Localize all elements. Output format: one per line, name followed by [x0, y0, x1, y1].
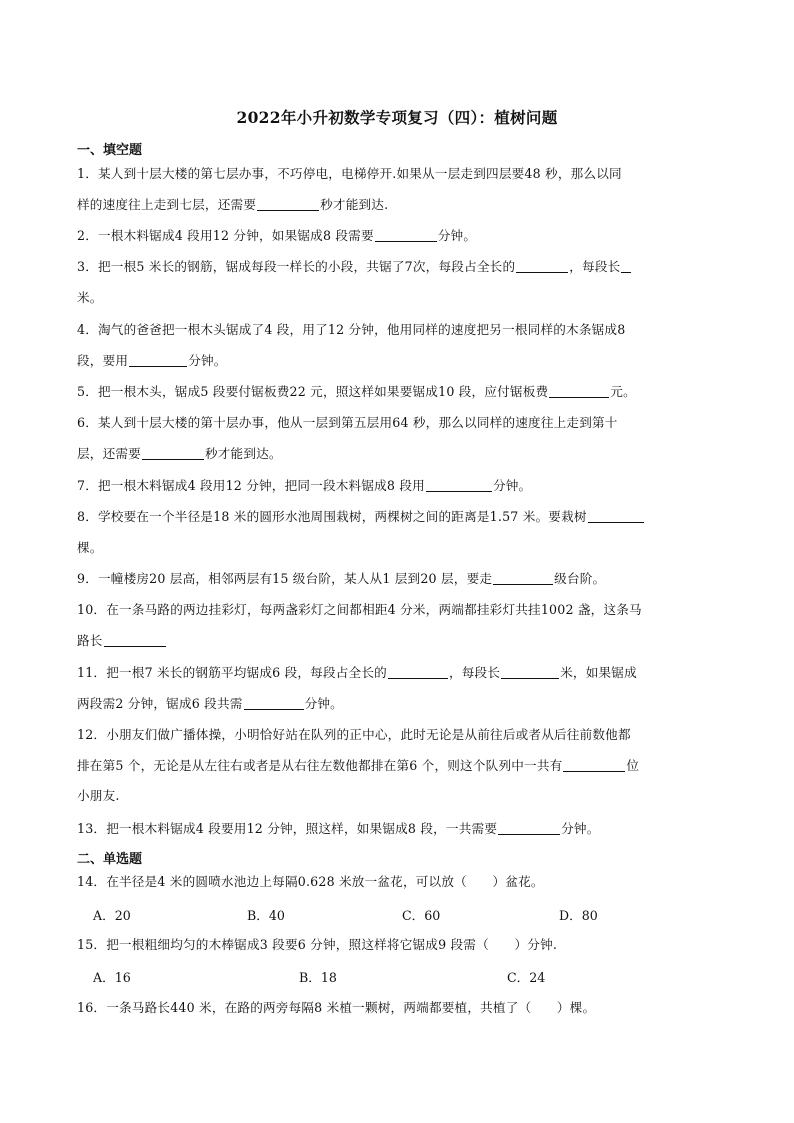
- question-4-line1: 4．淘气的爸爸把一根木头锯成了4 段，用了12 分钟，他用同样的速度把另一根同样的木条锯成8: [77, 322, 626, 337]
- question-15: [77, 930, 717, 961]
- question-8-text: 8．学校要在一个半径是18 米的圆形水池周围栽树，两棵树之间的距离是1.57 米。要栽树: [77, 509, 587, 524]
- question-11-text: 分钟。: [304, 695, 343, 711]
- answer-blank[interactable]: [426, 477, 492, 492]
- question-15-options: [93, 967, 713, 987]
- question-12: [77, 720, 717, 812]
- question-11-text: 米，如果锯成: [560, 665, 637, 680]
- page-title: 2022年小升初数学专项复习（四）：植树问题: [236, 108, 558, 127]
- question-6-text: 秒才能到达。: [204, 445, 282, 461]
- question-9-text: 9．一幢楼房20 层高，相邻两层有15 级台阶，某人从1 层到20 层，要走: [77, 571, 493, 586]
- question-14: [77, 867, 717, 898]
- question-7-text: 7．把一根木料锯成4 段用12 分钟，把同一段木料锯成8 段用: [77, 478, 425, 493]
- question-13-text: 分钟。: [561, 821, 600, 836]
- question-12-line1: 12．小朋友们做广播体操，小明恰好站在队列的正中心，此时无论是从前往后或者从后往前数他都: [77, 727, 631, 742]
- question-9-text: 级台阶。: [554, 571, 606, 586]
- question-5-text: 元。: [610, 384, 636, 399]
- answer-blank[interactable]: [621, 258, 631, 273]
- question-14-options: [93, 905, 713, 925]
- option-a[interactable]: A．16: [93, 970, 131, 985]
- question-5: [77, 377, 717, 408]
- answer-blank[interactable]: [516, 258, 568, 273]
- question-9: [77, 564, 717, 595]
- question-8-text: 棵。: [77, 539, 103, 555]
- question-2-text: 分钟。: [437, 228, 477, 243]
- question-10: [77, 595, 717, 656]
- question-8: [77, 502, 717, 563]
- answer-blank[interactable]: [375, 227, 437, 242]
- option-c[interactable]: C．24: [507, 970, 546, 985]
- question-13-text: 13．把一根木料锯成4 段要用12 分钟，照这样，如果锯成8 段，一共需要: [77, 821, 498, 836]
- question-3-text: ，每段长: [569, 259, 621, 274]
- question-11-text: 11．把一根7 米长的钢筋平均锯成6 段，每段占全长的: [77, 665, 387, 680]
- question-5-text: 5．把一根木头，锯成5 段要付锯板费22 元，照这样如果要锯成10 段，应付锯板费: [77, 384, 549, 399]
- question-7: [77, 471, 717, 502]
- option-a[interactable]: A．20: [93, 908, 131, 923]
- option-b[interactable]: B．40: [247, 908, 285, 923]
- question-12-text: 位: [626, 757, 640, 773]
- question-15-text: 15．把一根粗细均匀的木棒锯成3 段要6 分钟，照这样将它锯成9 段需（ ）分钟.: [77, 937, 558, 952]
- question-6-line1: 6．某人到十层大楼的第十层办事，他从一层到第五层用64 秒，那么以同样的速度往上走到第十: [77, 415, 618, 430]
- option-d[interactable]: D．80: [559, 908, 598, 923]
- question-1: [77, 159, 717, 220]
- question-4: [77, 315, 717, 376]
- section-heading-single-choice: 二、单选题: [77, 852, 143, 867]
- question-11: [77, 658, 717, 719]
- question-4-text: 段，要用: [77, 352, 129, 368]
- question-3-text: 米。: [77, 289, 103, 305]
- answer-blank[interactable]: [388, 664, 448, 679]
- option-b[interactable]: B．18: [299, 970, 337, 985]
- question-6-text: 层，还需要: [77, 445, 141, 461]
- answer-blank[interactable]: [549, 383, 609, 398]
- question-16-text: 16．一条马路长440 米，在路的两旁每隔8 米植一颗树，两端都要植，共植了（ ）棵。: [77, 1000, 596, 1015]
- question-6: [77, 408, 717, 469]
- option-c[interactable]: C．60: [402, 908, 441, 923]
- answer-blank[interactable]: [257, 196, 319, 211]
- question-16: [77, 993, 717, 1024]
- answer-blank[interactable]: [244, 695, 304, 710]
- question-13: [77, 814, 717, 845]
- question-10-text: 路长: [77, 632, 103, 648]
- question-14-text: 14．在半径是4 米的圆喷水池边上每隔0.628 米放一盆花，可以放（ ）盆花。: [77, 874, 544, 889]
- question-1-line1: 1．某人到十层大楼的第七层办事，不巧停电，电梯停开.如果从一层走到四层要48 秒，那么以同: [77, 166, 622, 181]
- question-12-text: 小朋友.: [77, 788, 120, 803]
- section-heading-fill-blank: 一、填空题: [77, 143, 143, 158]
- answer-blank[interactable]: [493, 570, 553, 585]
- question-11-text: ，每段长: [448, 665, 501, 680]
- question-11-text: 两段需2 分钟，锯成6 段共需: [77, 695, 243, 711]
- question-12-text: 排在第5 个，无论是从左往右或者是从右往左数他都排在第6 个，则这个队列中一共有: [77, 757, 563, 773]
- question-1-text: 秒才能到达.: [320, 196, 389, 212]
- answer-blank[interactable]: [498, 820, 560, 835]
- question-3: [77, 252, 717, 313]
- answer-blank[interactable]: [104, 632, 166, 647]
- answer-blank[interactable]: [142, 445, 204, 460]
- question-10-line1: 10．在一条马路的两边挂彩灯，每两盏彩灯之间都相距4 分米，两端都挂彩灯共挂1002 盏，这条马: [77, 602, 642, 617]
- question-7-text: 分钟。: [492, 478, 532, 493]
- answer-blank[interactable]: [129, 352, 187, 367]
- question-1-text: 样的速度往上走到七层，还需要: [77, 196, 257, 212]
- answer-blank[interactable]: [563, 757, 625, 772]
- question-2-text: 2．一根木料锯成4 段用12 分钟，如果锯成8 段需要: [77, 228, 374, 243]
- question-3-text: 3．把一根5 米长的钢筋，锯成每段一样长的小段，共锯了7次，每段占全长的: [77, 259, 516, 274]
- answer-blank[interactable]: [588, 508, 644, 523]
- question-4-text: 分钟。: [188, 352, 227, 368]
- answer-blank[interactable]: [501, 664, 559, 679]
- question-2: [77, 221, 717, 252]
